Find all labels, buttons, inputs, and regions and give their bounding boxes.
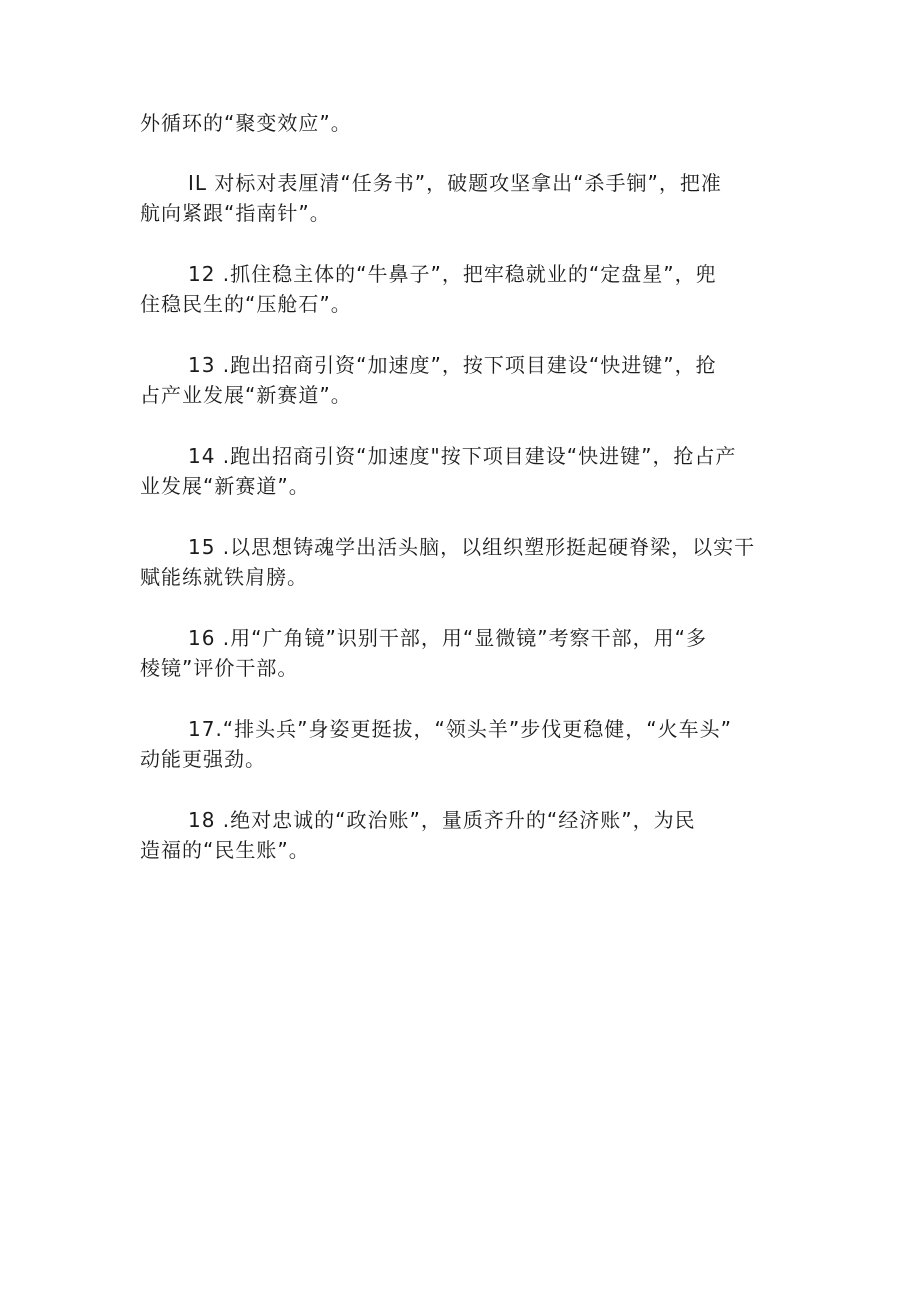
text-line-2: IL 对标对表厘清“任务书”，破题攻坚拿出“杀手锏”，把准 bbox=[188, 171, 722, 195]
text-line-17: 造福的“民生账”。 bbox=[140, 838, 310, 862]
document-body bbox=[140, 108, 790, 865]
text-line-16: 18 .绝对忠诚的“政治账”，量质齐升的“经济账”，为民 bbox=[188, 808, 696, 832]
text-line-7: 占产业发展“新赛道”。 bbox=[140, 383, 352, 407]
text-line-15: 动能更强劲。 bbox=[140, 747, 266, 771]
text-line-1: 外循环的“聚变效应”。 bbox=[140, 111, 352, 135]
text-line-8: 14 .跑出招商引资“加速度"按下项目建设“快进键”，抢占产 bbox=[188, 444, 737, 468]
text-line-11: 赋能练就铁肩膀。 bbox=[140, 565, 308, 589]
text-line-4: 12 .抓住稳主体的“牛鼻子”，把牢稳就业的“定盘星”，兜 bbox=[188, 262, 717, 286]
text-line-10: 15 .以思想铸魂学出活头脑，以组织塑形挺起硬脊梁，以实干 bbox=[188, 535, 756, 559]
text-line-14: 17.“排头兵”身姿更挺拔，“领头羊”步伐更稳健，“火车头” bbox=[188, 717, 732, 741]
text-line-13: 棱镜”评价干部。 bbox=[140, 656, 299, 680]
text-line-9: 业发展“新赛道”。 bbox=[140, 474, 310, 498]
text-line-3: 航向紧跟“指南针”。 bbox=[140, 201, 331, 225]
text-line-5: 住稳民生的“压舱石”。 bbox=[140, 292, 352, 316]
text-line-6: 13 .跑出招商引资“加速度”，按下项目建设“快进键”，抢 bbox=[188, 353, 717, 377]
text-line-12: 16 .用“广角镜”识别干部，用“显微镜”考察干部，用“多 bbox=[188, 626, 707, 650]
